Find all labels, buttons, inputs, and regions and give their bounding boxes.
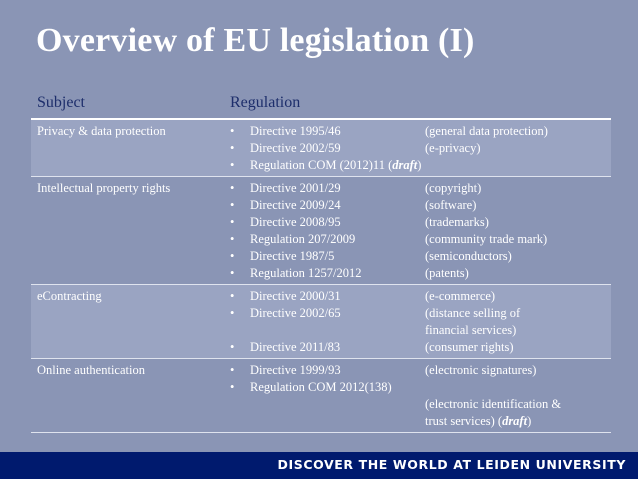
regulation-note (425, 413, 611, 430)
regulation-name (250, 339, 425, 356)
regulation-note-text: (patents) (425, 266, 469, 280)
regulation-item (230, 123, 611, 140)
bullet: • (230, 141, 235, 155)
bullet: • (230, 380, 235, 394)
regulation-item (230, 265, 611, 282)
regulation-note (425, 197, 611, 214)
regulation-name-text: Directive 2001/29 (250, 181, 341, 195)
regulation-note-text: trust services) ( (425, 414, 503, 428)
table-row (31, 285, 611, 359)
regulation-note (425, 214, 611, 231)
regulation-item (230, 140, 611, 157)
regulation-note (425, 157, 611, 174)
regulation-name-text: Directive 1999/93 (250, 363, 341, 377)
draft-label: draft (502, 414, 528, 428)
regulation-item (230, 197, 611, 214)
regulation-item (230, 248, 611, 265)
regulation-list (230, 361, 611, 430)
regulation-note-end: ) (527, 414, 532, 428)
regulation-item (230, 322, 611, 339)
regulation-name-text: Directive 2002/65 (250, 306, 341, 320)
regulation-note-text: (consumer rights) (425, 340, 514, 354)
bullet: • (230, 266, 235, 280)
regulation-note-text: (electronic signatures) (425, 363, 537, 377)
regulation-name-text: Regulation 1257/2012 (250, 266, 362, 280)
regulation-item (230, 362, 611, 379)
bullet: • (230, 363, 235, 377)
regulation-name-text: Directive 1987/5 (250, 249, 335, 263)
regulation-name (250, 322, 425, 339)
regulation-note-text: (software) (425, 198, 477, 212)
table-body (31, 120, 611, 433)
regulation-note (425, 305, 611, 322)
regulation-name-text: Regulation 207/2009 (250, 232, 356, 246)
regulation-item (230, 231, 611, 248)
bullet: • (230, 158, 235, 172)
regulation-item (230, 180, 611, 197)
bullet (230, 413, 250, 430)
regulation-name (250, 214, 425, 231)
regulation-name (250, 288, 425, 305)
subject-cell: Online authentication (37, 363, 145, 377)
regulation-name (250, 180, 425, 197)
regulation-name-text: Directive 1995/46 (250, 124, 341, 138)
regulation-name (250, 248, 425, 265)
regulation-item (230, 214, 611, 231)
footer-bar (0, 452, 638, 479)
bullet: • (230, 198, 235, 212)
regulation-name-text: Directive 2009/24 (250, 198, 341, 212)
table-row (31, 177, 611, 285)
bullet: • (230, 340, 235, 354)
bullet: • (230, 249, 235, 263)
regulation-item (230, 339, 611, 356)
subject-column-header: Subject (37, 94, 85, 111)
regulation-note (425, 248, 611, 265)
regulation-name (250, 197, 425, 214)
regulation-list (230, 122, 611, 174)
regulation-name (250, 305, 425, 322)
regulation-item (230, 396, 611, 413)
regulation-note (425, 265, 611, 282)
regulation-item (230, 288, 611, 305)
regulation-note-text: financial services) (425, 323, 517, 337)
bullet (230, 396, 250, 413)
regulation-name-text: Regulation COM (2012)11 ( (250, 158, 393, 172)
regulation-note-text: (e-privacy) (425, 141, 481, 155)
regulation-name (250, 379, 425, 396)
regulation-name-text: Regulation COM 2012(138) (250, 380, 392, 394)
regulation-name (250, 413, 425, 430)
subject-cell: eContracting (37, 289, 102, 303)
regulation-name-text: Directive 2008/95 (250, 215, 341, 229)
regulation-note-text: (community trade mark) (425, 232, 548, 246)
regulation-note (425, 123, 611, 140)
bullet: • (230, 306, 235, 320)
regulation-name (250, 265, 425, 282)
regulation-note (425, 362, 611, 379)
regulation-note-text: (trademarks) (425, 215, 489, 229)
regulation-note (425, 322, 611, 339)
regulation-name (250, 123, 425, 140)
regulation-item (230, 305, 611, 322)
subject-cell: Intellectual property rights (37, 181, 171, 195)
regulation-note-text: (e-commerce) (425, 289, 496, 303)
draft-label: draft (392, 158, 418, 172)
regulation-name-end: ) (417, 158, 422, 172)
bullet: • (230, 232, 235, 246)
bullet (230, 322, 250, 339)
regulation-note-text: (copyright) (425, 181, 482, 195)
regulation-list (230, 179, 611, 282)
table-row (31, 120, 611, 177)
regulation-name-text: Directive 2002/59 (250, 141, 341, 155)
regulation-column-header: Regulation (230, 94, 301, 111)
table-header (31, 87, 611, 120)
regulation-note-text: (distance selling of (425, 306, 521, 320)
regulation-name (250, 157, 425, 174)
bullet: • (230, 124, 235, 138)
bullet: • (230, 289, 235, 303)
legislation-table (31, 87, 611, 433)
regulation-note-text: (electronic identification & (425, 397, 562, 411)
regulation-name (250, 231, 425, 248)
bullet: • (230, 215, 235, 229)
regulation-name (250, 140, 425, 157)
regulation-note (425, 231, 611, 248)
regulation-name (250, 396, 425, 413)
regulation-name-text: Directive 2011/83 (250, 340, 341, 354)
regulation-note (425, 180, 611, 197)
regulation-note-text: (general data protection) (425, 124, 548, 138)
table-row (31, 359, 611, 433)
regulation-note (425, 339, 611, 356)
regulation-note (425, 379, 611, 396)
regulation-note-text: (semiconductors) (425, 249, 512, 263)
slide-title: Overview of EU legislation (I) (36, 22, 475, 59)
subject-cell: Privacy & data protection (37, 124, 166, 138)
regulation-note (425, 396, 611, 413)
regulation-name (250, 362, 425, 379)
bullet: • (230, 181, 235, 195)
regulation-list (230, 287, 611, 356)
regulation-item (230, 379, 611, 396)
footer-slogan: DISCOVER THE WORLD AT LEIDEN UNIVERSITY (277, 457, 626, 472)
regulation-item (230, 157, 611, 174)
regulation-item (230, 413, 611, 430)
regulation-note (425, 140, 611, 157)
regulation-name-text: Directive 2000/31 (250, 289, 341, 303)
regulation-note (425, 288, 611, 305)
